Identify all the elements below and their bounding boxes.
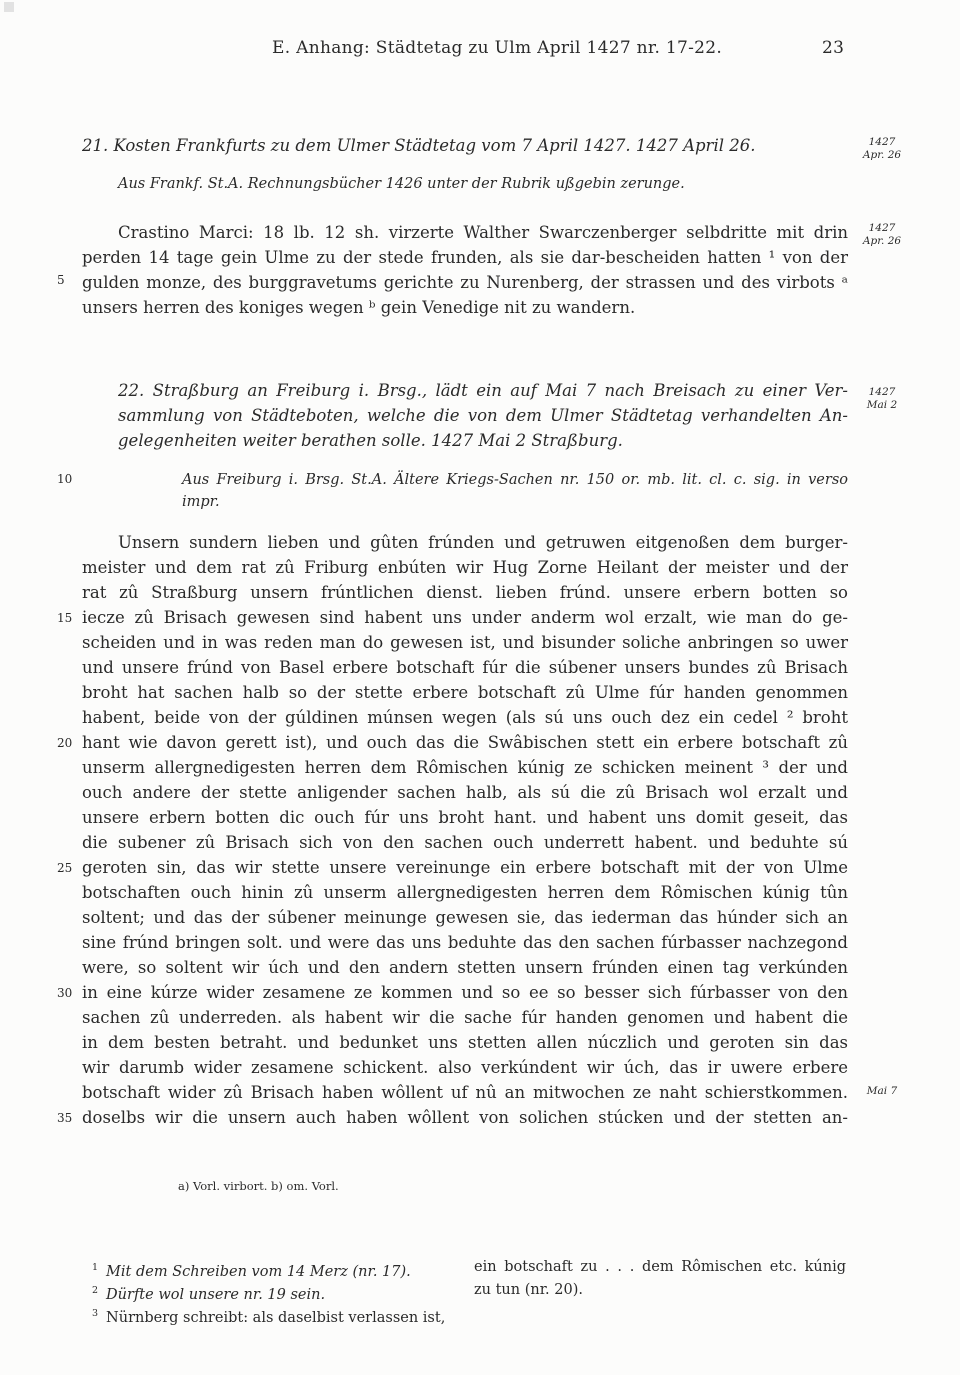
page-number: 23 bbox=[822, 38, 845, 58]
doc21-heading-line: 21. Kosten Frankfurts zu dem Ulmer Städtetag vom 7 April 1427. 1427 April 26. bbox=[82, 136, 756, 155]
footnote-continuation: ein botschaft zu . . . dem Rômischen etc. kúnig bbox=[474, 1259, 846, 1275]
footnote-continuation: zu tun (nr. 20). bbox=[474, 1282, 583, 1298]
doc22-line: geroten sin, das wir stette unsere vereinunge ein erbere botschaft mit der von Ulme bbox=[82, 858, 848, 877]
margin-date-mai-7: Mai 7 bbox=[866, 1085, 898, 1097]
footnote-mark: 3 bbox=[92, 1308, 99, 1319]
doc22-line: die subener zû Brisach sich von den sachen ouch underrett habent. und beduhte sú bbox=[82, 833, 848, 852]
doc21-line: Crastino Marci: 18 lb. 12 sh. virzerte Walther Swarczenberger selbdritte mit drin bbox=[118, 223, 848, 242]
doc21-line: gulden monze, des burggravetums gerichte zu Nurenberg, der strassen und des virbots ᵃ bbox=[82, 273, 848, 292]
running-head bbox=[0, 38, 960, 62]
doc22-line: soltent; und das der súbener meinunge gewesen sie, das iederman das húnder sich an bbox=[82, 908, 848, 927]
doc22-line: rat zû Straßburg unsern frúntlichen dienst. lieben frúnd. unsere erbern botten so bbox=[82, 583, 848, 602]
doc22-line: meister und dem rat zû Friburg enbúten wir Hug Zorne Heilant der meister und der bbox=[82, 558, 848, 577]
doc22-line: unsere erbern botten dic ouch fúr uns broht hant. und habent uns domit geseit, das bbox=[82, 808, 848, 827]
doc22-line: broht hat sachen halb so der stette erbere botschaft zû Ulme fúr handen genommen bbox=[82, 683, 848, 702]
doc22-line: sachen zû underreden. als habent wir die sache fúr handen genomen und habent die bbox=[82, 1008, 848, 1027]
doc22-line: in eine kúrze wider zesamene ze kommen und so ee so besser sich fúrbasser von den bbox=[82, 983, 848, 1002]
footnote-mark: 1 bbox=[92, 1262, 99, 1273]
doc22-heading-line: 22. Straßburg an Freiburg i. Brsg., lädt ein auf Mai 7 nach Breisach zu einer Ver- bbox=[118, 381, 848, 400]
doc22-line: ouch andere der stette anligender sachen halb, als sú die zû Brisach wol erzalt und bbox=[82, 783, 848, 802]
doc22-line: botschaften ouch hinin zû unserm allergnedigesten herren dem Rômischen kúnig tûn bbox=[82, 883, 848, 902]
line-number: 10 bbox=[57, 472, 73, 486]
doc22-line: hant wie davon gerett ist), und ouch das die Swâbischen stett ein erbere botschaft zû bbox=[82, 733, 848, 752]
footnote bbox=[92, 1302, 462, 1325]
doc22-line: habent, beide von der gúldinen múnsen wegen (als sú uns ouch dez ein cedel ² broht bbox=[82, 708, 848, 727]
doc21-line: perden 14 tage gein Ulme zu der stede frunden, als sie dar-bescheiden hatten ¹ von der bbox=[82, 248, 848, 267]
running-head-title: E. Anhang: Städtetag zu Ulm April 1427 nr. 17-22. bbox=[272, 38, 723, 58]
doc22-heading-line: gelegenheiten weiter berathen solle. 1427 Mai 2 Straßburg. bbox=[118, 431, 623, 450]
doc22-line: wir darumb wider zesamene schickent. also verkúndent wir úch, das ir uwere erbere bbox=[82, 1058, 848, 1077]
line-number: 5 bbox=[57, 273, 65, 287]
footnote-mark: 2 bbox=[92, 1285, 99, 1296]
doc22-line: were, so soltent wir úch und den andern stetten unsern frúnden einen tag verkúnden bbox=[82, 958, 848, 977]
footnote bbox=[92, 1256, 462, 1279]
footnote-text: Dürfte wol unsere nr. 19 sein. bbox=[106, 1286, 326, 1303]
footnotes-left-column bbox=[92, 1256, 462, 1325]
line-number: 25 bbox=[57, 861, 73, 875]
footnote bbox=[92, 1279, 462, 1302]
doc21-line: unsers herren des koniges wegen ᵇ gein Venedige nit zu wandern. bbox=[82, 298, 636, 317]
doc21-margin-date: 1427 Apr. 26 bbox=[862, 136, 902, 161]
line-number: 20 bbox=[57, 736, 73, 750]
line-number: 30 bbox=[57, 986, 73, 1000]
footnote-text: Nürnberg schreibt: als daselbist verlassen ist, bbox=[106, 1309, 446, 1326]
doc22-line: iecze zû Brisach gewesen sind habent uns under anderm wol erzalt, wie man do ge- bbox=[82, 608, 848, 627]
doc22-line: sine frúnd bringen solt. und were das uns beduhte das den sachen fúrbasser nachzegond bbox=[82, 933, 848, 952]
doc22-heading-line: sammlung von Städteboten, welche die von dem Ulmer Städtetag verhandelten An- bbox=[118, 406, 848, 425]
footnote-text: Mit dem Schreiben vom 14 Merz (nr. 17). bbox=[106, 1263, 411, 1280]
doc22-line: in dem besten betraht. und bedunket uns stetten allen núczlich und geroten sin das bbox=[82, 1033, 848, 1052]
doc22-source-line: impr. bbox=[182, 494, 220, 510]
doc21-margin-date-2: 1427 Apr. 26 bbox=[862, 222, 902, 247]
doc22-line: Unsern sundern lieben und gûten frúnden und getruwen eitgenoßen dem burger- bbox=[118, 533, 848, 552]
doc22-line: doselbs wir die unsern auch haben wôllent von solichen stúcken und der stetten an- bbox=[82, 1108, 848, 1127]
line-number: 15 bbox=[57, 611, 73, 625]
doc22-line: botschaft wider zû Brisach haben wôllent uf nû an mitwochen ze naht schierstkommen. bbox=[82, 1083, 848, 1102]
doc22-line: unserm allergnedigesten herren dem Rômischen kúnig ze schicken meinent ³ der und bbox=[82, 758, 848, 777]
doc22-line: und unsere frúnd von Basel erbere botschaft fúr die súbener unsers bundes zû Brisach bbox=[82, 658, 848, 677]
doc22-line: scheiden und in was reden man do gewesen ist, und bisunder soliche anbringen so uwer bbox=[82, 633, 848, 652]
doc21-source-line: Aus Frankf. St.A. Rechnungsbücher 1426 unter der Rubrik ußgebin zerunge. bbox=[118, 176, 685, 192]
page-corner-mark bbox=[4, 2, 14, 12]
doc22-margin-date: 1427 Mai 2 bbox=[866, 386, 898, 411]
line-number: 35 bbox=[57, 1111, 73, 1125]
footnotes-right-column bbox=[474, 1256, 846, 1302]
textual-footnotes: a) Vorl. virbort. b) om. Vorl. bbox=[178, 1179, 339, 1193]
doc22-source-line: Aus Freiburg i. Brsg. St.A. Ältere Kriegs-Sachen nr. 150 or. mb. lit. cl. c. sig. in verso bbox=[182, 472, 848, 488]
